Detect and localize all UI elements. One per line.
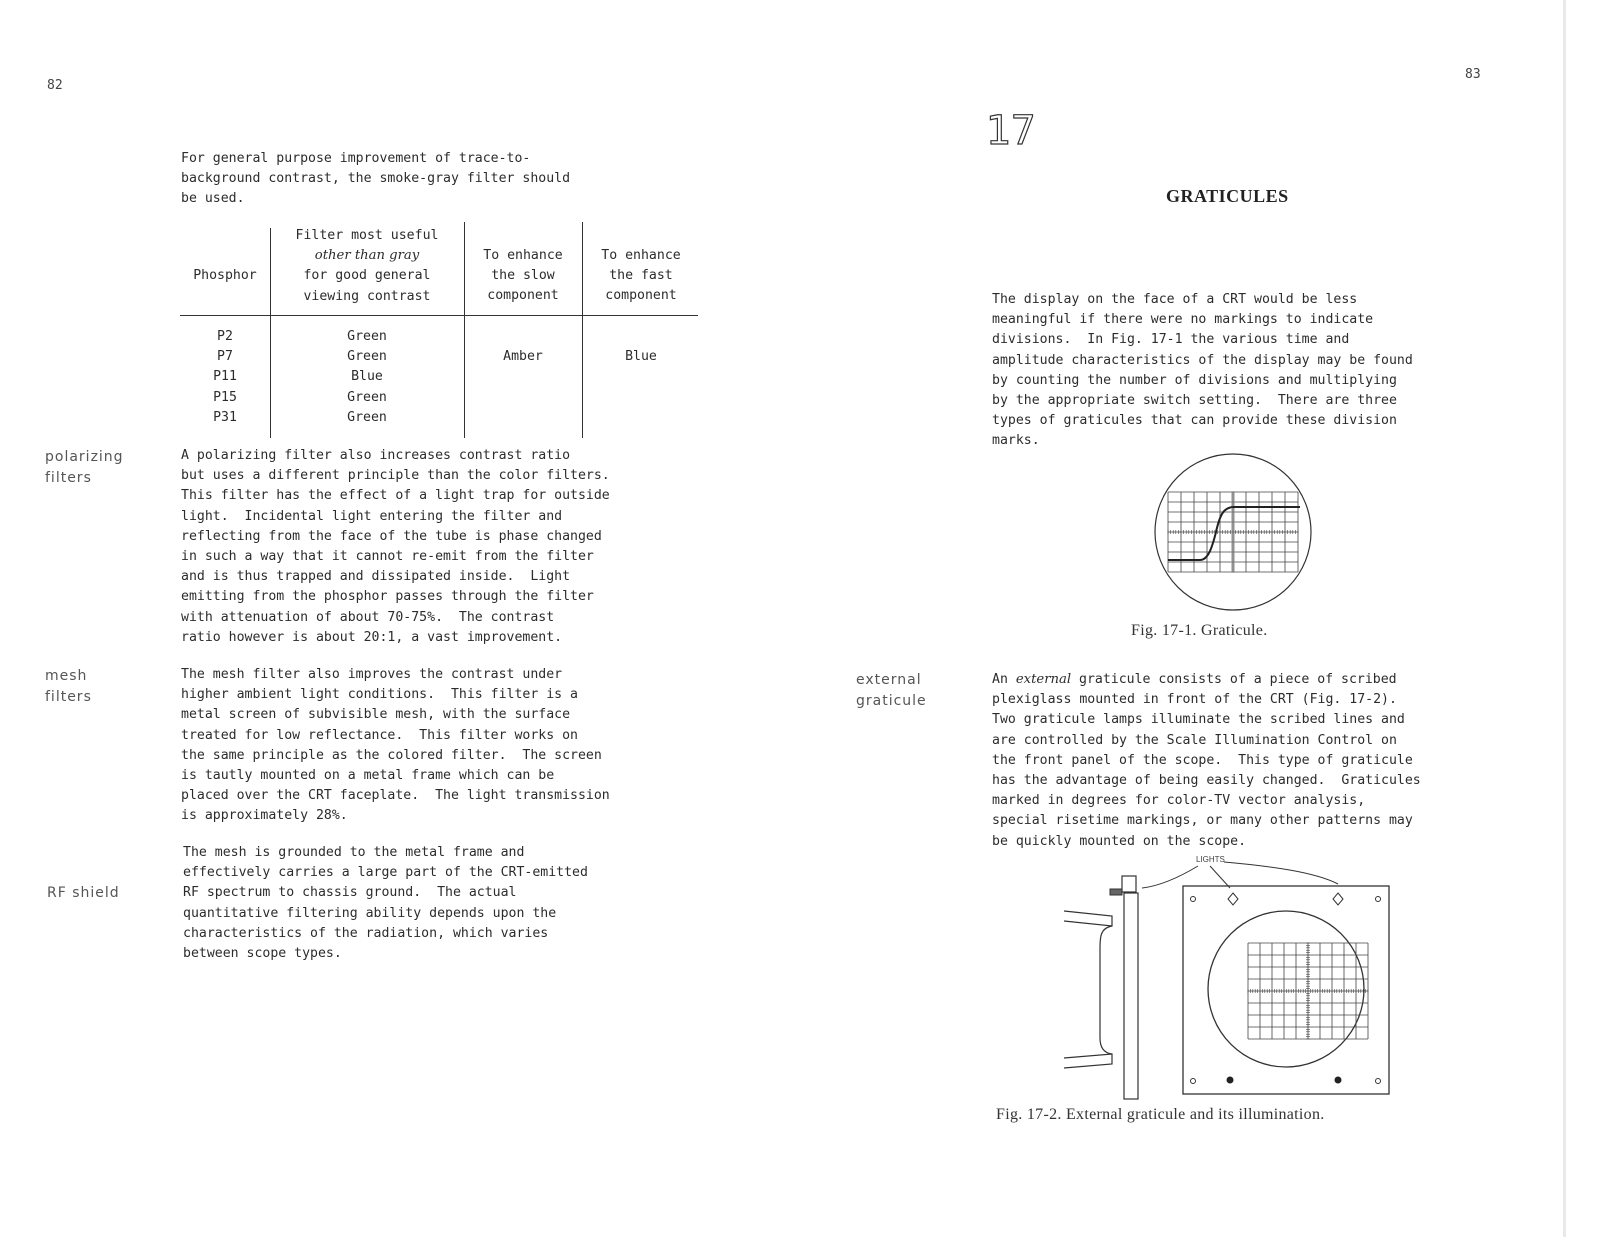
text-line: light. Incidental light entering the filter and bbox=[181, 508, 563, 524]
text-line: is tautly mounted on a metal frame which can be bbox=[181, 768, 555, 784]
line-rest: graticule consists of a piece of scribed bbox=[1079, 672, 1397, 687]
table-header-rule bbox=[180, 315, 698, 316]
table-divider bbox=[464, 222, 465, 438]
polarizing-paragraph bbox=[181, 446, 610, 648]
chapter-title: GRATICULES bbox=[1166, 186, 1289, 206]
header-phosphor: Phosphor bbox=[193, 268, 257, 283]
lamp-housing bbox=[1122, 876, 1136, 892]
text-line: treated for low reflectance. This filter works on bbox=[181, 727, 578, 743]
text-line: RF spectrum to chassis ground. The actual bbox=[183, 885, 517, 901]
screw-icon bbox=[1376, 897, 1381, 902]
leader-line bbox=[1224, 862, 1338, 884]
page-edge-shadow bbox=[1563, 0, 1566, 1237]
word-an: An bbox=[992, 672, 1008, 687]
bezel-lower bbox=[1064, 1054, 1112, 1068]
mount-hole-icon bbox=[1335, 1077, 1342, 1084]
table-cell: P7 bbox=[217, 349, 233, 365]
side-label-line: external bbox=[856, 672, 922, 688]
header-line: To enhance bbox=[483, 248, 563, 263]
table-cell: Green bbox=[347, 389, 387, 405]
text-line: This filter has the effect of a light trap for outside bbox=[181, 488, 610, 504]
text-line: For general purpose improvement of trace-to- bbox=[181, 151, 531, 166]
side-label-polarizing bbox=[45, 447, 124, 489]
text-line: by counting the number of divisions and multiplying bbox=[992, 372, 1397, 388]
text-line: be used. bbox=[181, 191, 245, 207]
text-line: the same principle as the colored filter. The screen bbox=[181, 747, 602, 763]
side-label-rf-shield: RF shield bbox=[47, 885, 120, 901]
slow-value: Amber bbox=[503, 349, 543, 364]
external-graticule-paragraph bbox=[992, 670, 1421, 852]
phosphor-column bbox=[180, 327, 270, 428]
external-graticule-figure bbox=[1060, 848, 1400, 1110]
text-line: be quickly mounted on the scope. bbox=[992, 833, 1247, 849]
right-page-number: 83 bbox=[1465, 67, 1481, 82]
text-line: The display on the face of a CRT would be less bbox=[992, 292, 1358, 307]
rf-paragraph bbox=[183, 843, 588, 964]
text-line: metal screen of subvisible mesh, with the surface bbox=[181, 707, 571, 723]
text-line: reflecting from the face of the tube is phase changed bbox=[181, 528, 602, 544]
text-line: higher ambient light conditions. This filter is a bbox=[181, 687, 578, 703]
table-cell: Blue bbox=[351, 369, 383, 385]
fig-17-1-caption: Fig. 17-1. Graticule. bbox=[1131, 622, 1268, 639]
text-line: the front panel of the scope. This type of graticule bbox=[992, 752, 1413, 768]
screw-icon bbox=[1376, 1079, 1381, 1084]
side-label-line: mesh bbox=[45, 668, 88, 684]
side-label-line: polarizing bbox=[45, 449, 124, 465]
text-line: is approximately 28%. bbox=[181, 808, 348, 824]
text-line: background contrast, the smoke-gray filter should bbox=[181, 171, 571, 187]
text-line: marked in degrees for color-TV vector analysis, bbox=[992, 793, 1366, 809]
left-page-number: 82 bbox=[47, 78, 63, 93]
text-line: meaningful if there were no markings to indicate bbox=[992, 312, 1374, 328]
lights-label: LIGHTS bbox=[1196, 855, 1225, 864]
text-line: amplitude characteristics of the display may be found bbox=[992, 352, 1413, 368]
text-line: has the advantage of being easily changed. Graticules bbox=[992, 773, 1421, 789]
fig-17-2-caption: Fig. 17-2. External graticule and its illumination. bbox=[996, 1106, 1325, 1123]
text-line: but uses a different principle than the color filters. bbox=[181, 468, 610, 484]
leader-line bbox=[1142, 866, 1198, 888]
header-line: component bbox=[605, 288, 677, 304]
table-cell: P2 bbox=[217, 329, 233, 344]
table-cell: P31 bbox=[213, 409, 237, 425]
table-cell: Green bbox=[347, 409, 387, 425]
filter-table bbox=[180, 222, 710, 440]
header-line: the fast bbox=[609, 268, 673, 284]
header-line: component bbox=[487, 288, 559, 304]
table-divider bbox=[582, 222, 583, 438]
graticule-figure bbox=[1150, 452, 1316, 614]
text-line: placed over the CRT faceplate. The light transmission bbox=[181, 788, 610, 804]
text-line: with attenuation of about 70-75%. The contrast bbox=[181, 609, 555, 625]
text-line: marks. bbox=[992, 433, 1040, 449]
header-line: the slow bbox=[491, 268, 555, 284]
text-line: types of graticules that can provide these division bbox=[992, 413, 1397, 429]
graticule-grid bbox=[1248, 943, 1368, 1039]
lamp-diamond-icon bbox=[1228, 893, 1238, 905]
leader-line bbox=[1210, 866, 1230, 888]
header-line: other than gray bbox=[314, 248, 420, 264]
side-label-line: filters bbox=[45, 689, 92, 705]
mount-hole-icon bbox=[1227, 1077, 1234, 1084]
crt-neck-outline bbox=[1100, 926, 1112, 1054]
header-fast bbox=[584, 246, 698, 307]
text-line: quantitative filtering ability depends upon the bbox=[183, 905, 557, 921]
text-line: between scope types. bbox=[183, 946, 342, 962]
text-line: Two graticule lamps illuminate the scribed lines and bbox=[992, 712, 1405, 728]
plate-side-view bbox=[1124, 893, 1138, 1099]
table-cell: P15 bbox=[213, 389, 237, 405]
text-line: and is thus trapped and dissipated inside. Light bbox=[181, 569, 571, 585]
header-line: To enhance bbox=[601, 248, 681, 263]
header-line: viewing contrast bbox=[303, 288, 431, 304]
chapter-number: 17 bbox=[986, 108, 1035, 154]
side-label-mesh bbox=[45, 666, 92, 708]
intro-paragraph bbox=[181, 149, 570, 210]
table-divider bbox=[270, 228, 271, 438]
lamp-diamond-icon bbox=[1333, 893, 1343, 905]
text-line: effectively carries a large part of the CRT-emitted bbox=[183, 865, 588, 881]
screw-icon bbox=[1191, 1079, 1196, 1084]
header-slow bbox=[466, 246, 580, 307]
text-line: A polarizing filter also increases contrast ratio bbox=[181, 448, 571, 463]
header-filter bbox=[272, 226, 462, 307]
lamp-bulb-icon bbox=[1110, 889, 1122, 895]
table-cell: Green bbox=[347, 349, 387, 365]
text-line: ratio however is about 20:1, a vast improvement. bbox=[181, 629, 563, 645]
text-line: plexiglass mounted in front of the CRT (Fig. 17-2). bbox=[992, 692, 1397, 708]
text-line: characteristics of the radiation, which varies bbox=[183, 925, 549, 941]
graticule-plate bbox=[1183, 886, 1389, 1094]
crt-face-circle bbox=[1208, 911, 1364, 1067]
text-line: divisions. In Fig. 17-1 the various time and bbox=[992, 332, 1350, 348]
table-cell: P11 bbox=[213, 369, 237, 385]
side-label-line: graticule bbox=[856, 693, 927, 709]
fast-value: Blue bbox=[625, 349, 657, 364]
text-line: emitting from the phosphor passes through the filter bbox=[181, 589, 594, 605]
text-line bbox=[992, 670, 1421, 690]
header-line: for good general bbox=[303, 268, 431, 284]
text-line: in such a way that it cannot re-emit from the filter bbox=[181, 549, 594, 565]
graticules-intro-paragraph bbox=[992, 290, 1413, 452]
text-line: by the appropriate switch setting. There are three bbox=[992, 393, 1397, 409]
screw-icon bbox=[1191, 897, 1196, 902]
header-line: Filter most useful bbox=[295, 228, 439, 243]
filter-column bbox=[272, 327, 462, 428]
side-label-external-graticule bbox=[856, 670, 927, 712]
text-line: special risetime markings, or many other patterns may bbox=[992, 813, 1413, 829]
bezel-upper bbox=[1064, 911, 1112, 926]
table-cell: Green bbox=[347, 329, 387, 344]
mesh-paragraph bbox=[181, 665, 610, 827]
text-line: The mesh filter also improves the contrast under bbox=[181, 667, 563, 682]
word-external: external bbox=[1015, 672, 1072, 687]
text-line: The mesh is grounded to the metal frame and bbox=[183, 845, 525, 860]
text-line: are controlled by the Scale Illumination Control on bbox=[992, 732, 1397, 748]
side-label-line: filters bbox=[45, 470, 92, 486]
